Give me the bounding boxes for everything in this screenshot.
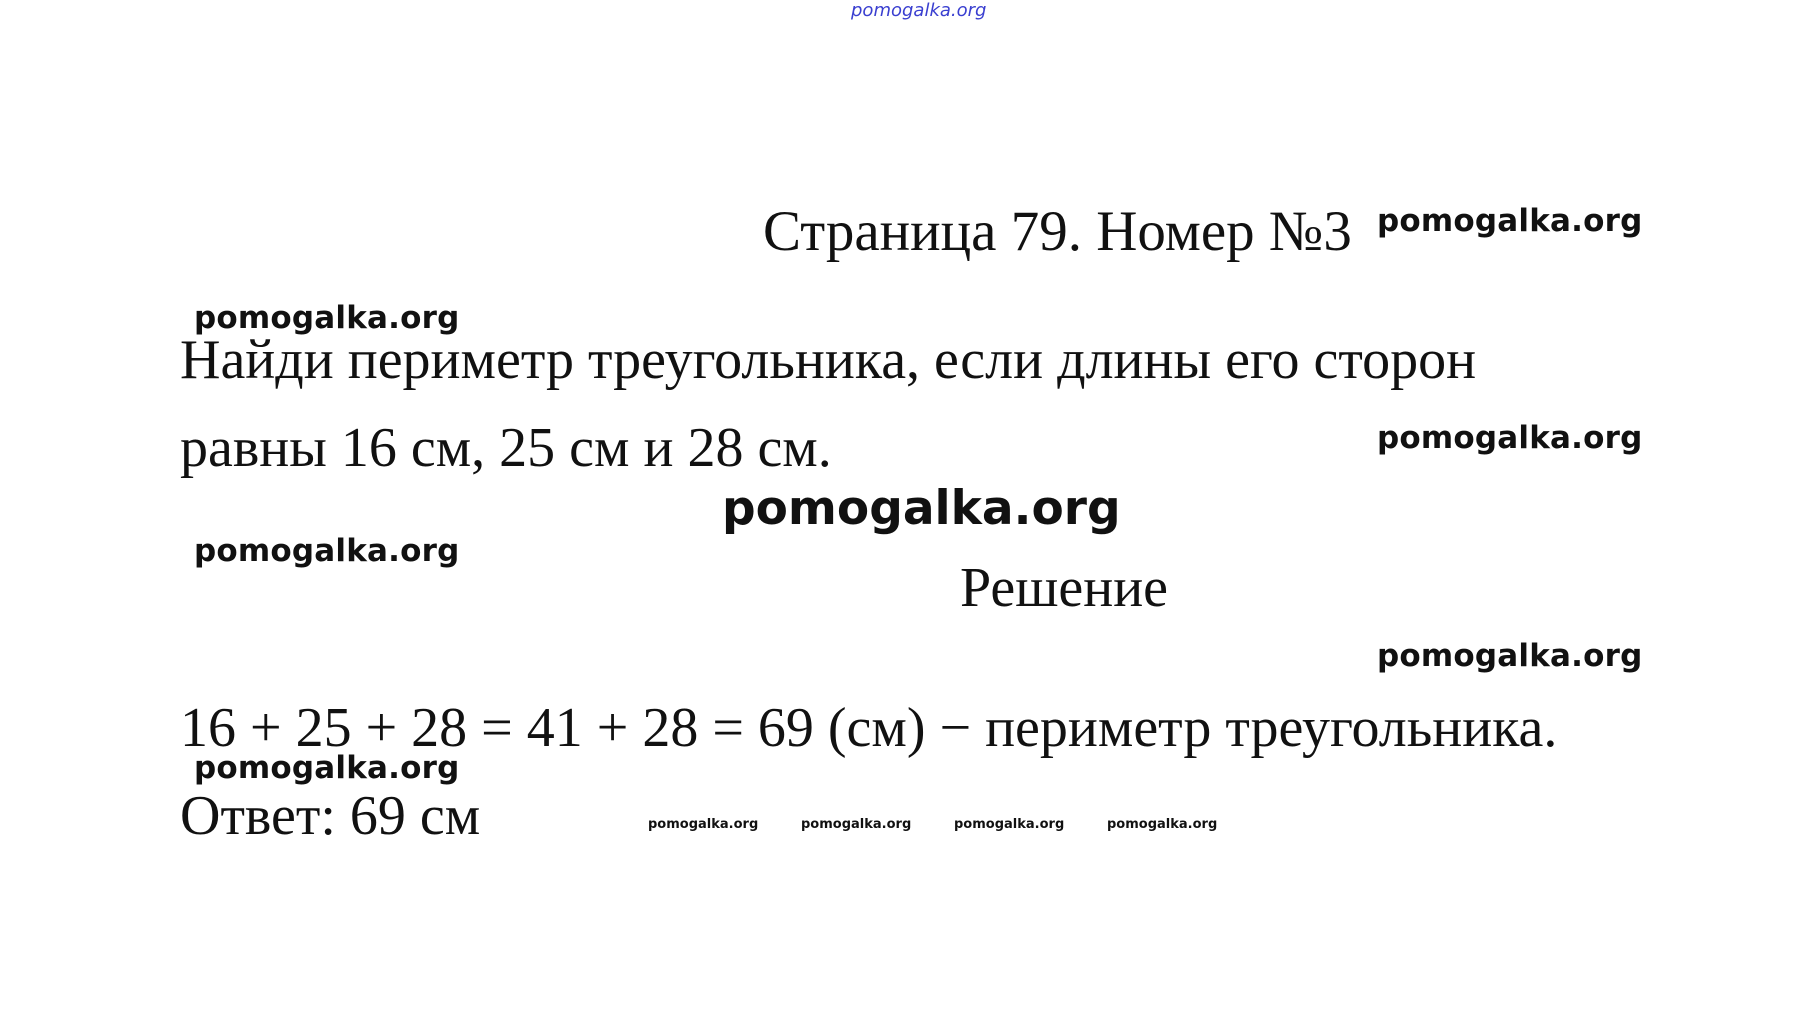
- watermark-right-1: pomogalka.org: [1377, 420, 1643, 456]
- watermark-title-right: pomogalka.org: [1377, 203, 1643, 239]
- answer-text: Ответ: 69 см: [180, 785, 481, 847]
- watermark-left-2: pomogalka.org: [194, 533, 460, 569]
- watermark-right-2: pomogalka.org: [1377, 638, 1643, 674]
- watermark-left-3: pomogalka.org: [194, 750, 460, 786]
- watermark-small-1: pomogalka.org: [648, 817, 759, 832]
- page-title: Страница 79. Номер №3: [763, 200, 1352, 263]
- top-watermark: pomogalka.org: [851, 0, 987, 21]
- task-text-line-2: равны 16 см, 25 см и 28 см.: [180, 417, 832, 479]
- solution-heading: Решение: [960, 557, 1169, 619]
- watermark-small-4: pomogalka.org: [1107, 817, 1218, 832]
- solution-calculation: 16 + 25 + 28 = 41 + 28 = 69 (см) − периметр треугольника.: [180, 697, 1558, 759]
- watermark-center-large: pomogalka.org: [722, 481, 1121, 536]
- watermark-small-2: pomogalka.org: [801, 817, 912, 832]
- watermark-left-1: pomogalka.org: [194, 300, 460, 336]
- task-text-line-1: Найди периметр треугольника, если длины его сторон: [180, 329, 1477, 391]
- watermark-small-3: pomogalka.org: [954, 817, 1065, 832]
